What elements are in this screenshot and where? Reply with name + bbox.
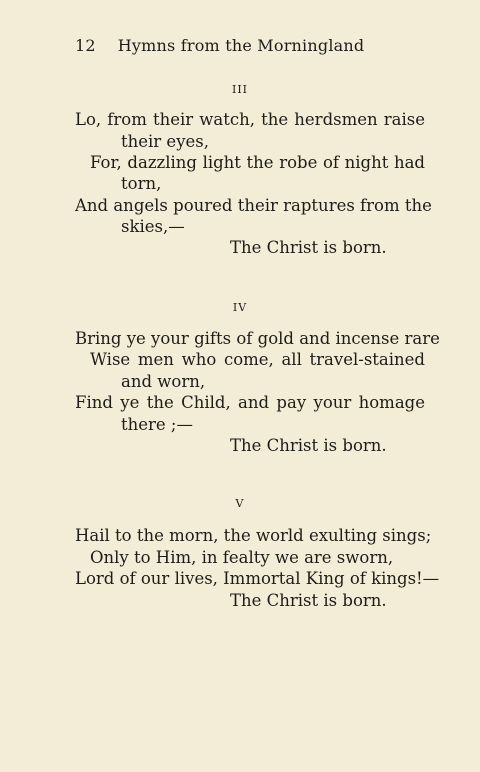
verse-line: Wise men who come, all travel-stained: [90, 350, 425, 369]
refrain-line: The Christ is born.: [230, 436, 387, 455]
page-number: 12: [75, 36, 96, 55]
verse-line: their eyes,: [121, 132, 209, 151]
refrain-line: The Christ is born.: [230, 591, 387, 610]
verse-line: For, dazzling light the robe of night had: [90, 153, 425, 172]
verse-line: there ;—: [121, 415, 193, 434]
verse-line: Find ye the Child, and pay your homage: [75, 393, 425, 412]
verse-line: Lord of our lives, Immortal King of kings!—: [75, 569, 440, 588]
verse-line: Bring ye your gifts of gold and incense rare: [75, 329, 440, 348]
page-header: [75, 36, 425, 55]
stanza-number: III: [231, 83, 249, 96]
verse-line: and worn,: [121, 372, 206, 391]
verse-line: Hail to the morn, the world exulting sings;: [75, 526, 432, 545]
verse-line: Lo, from their watch, the herdsmen raise: [75, 110, 425, 129]
refrain-line: The Christ is born.: [230, 238, 387, 257]
running-title: Hymns from the Morningland: [117, 36, 365, 55]
verse-line: skies,—: [121, 217, 185, 236]
verse-line: And angels poured their raptures from the: [75, 196, 432, 215]
verse-line: torn,: [121, 174, 162, 193]
verse-line: Only to Him, in fealty we are sworn,: [90, 548, 394, 567]
stanza-number: IV: [232, 301, 248, 314]
stanza-number: V: [235, 497, 245, 510]
